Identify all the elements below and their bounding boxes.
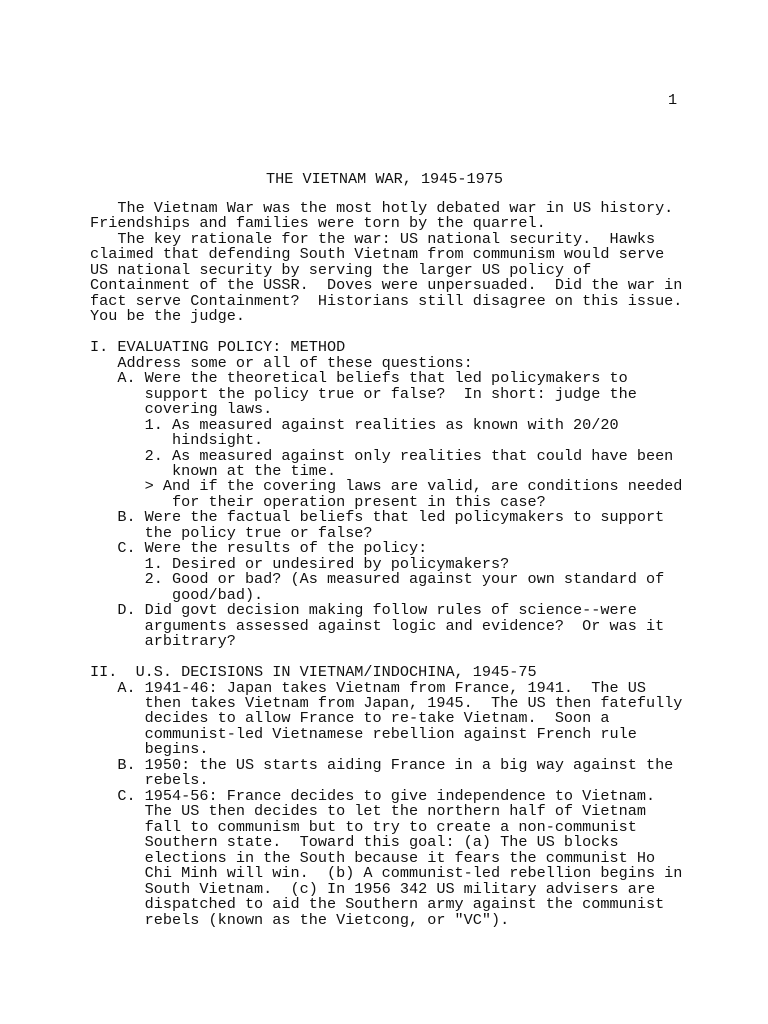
page-number: 1 <box>668 91 678 109</box>
text-line: US national security by serving the larger US policy of <box>90 260 592 279</box>
text-line: The Vietnam War was the most hotly debated war in US history. <box>90 199 674 217</box>
text-line: B. Were the factual beliefs that led policymakers to support <box>90 508 665 527</box>
text-line: > And if the covering laws are valid, are conditions needed <box>90 477 683 496</box>
text-line: for their operation present in this case? <box>90 492 546 511</box>
text-line: D. Did govt decision making follow rules of science--were <box>90 601 637 620</box>
document-body <box>90 201 760 928</box>
text-line: communist-led Vietnamese rebellion against French rule <box>90 724 637 743</box>
text-line: A. Were the theoretical beliefs that led policymakers to <box>90 369 628 388</box>
text-line: B. 1950: the US starts aiding France in a big way against the <box>90 755 674 774</box>
text-line: Friendships and families were torn by the quarrel. <box>90 214 546 233</box>
text-line: decides to allow France to re-take Vietnam. Soon a <box>90 709 610 728</box>
text-line: Address some or all of these questions: <box>90 353 473 372</box>
text-line: 2. Good or bad? (As measured against your own standard of <box>90 570 665 589</box>
text-line: arguments assessed against logic and evidence? Or was it <box>90 616 665 635</box>
document-title: THE VIETNAM WAR, 1945-1975 <box>266 170 503 188</box>
text-line: South Vietnam. (c) In 1956 342 US military advisers are <box>90 879 656 898</box>
text-line: Containment of the USSR. Doves were unpersuaded. Did the war in <box>90 276 683 295</box>
text-line: rebels (known as the Vietcong, or "VC"). <box>90 910 510 929</box>
text-line: the policy true or false? <box>90 523 373 542</box>
text-line: fact serve Containment? Historians still disagree on this issue. <box>90 291 683 310</box>
text-line: 1. As measured against realities as known with 20/20 <box>90 415 619 434</box>
text-line: The US then decides to let the northern half of Vietnam <box>90 802 646 821</box>
text-line: covering laws. <box>90 400 273 419</box>
text-line: rebels. <box>90 771 209 790</box>
text-line: good/bad). <box>90 585 264 604</box>
text-line: begins. <box>90 740 209 759</box>
text-line: Chi Minh will win. (b) A communist-led rebellion begins in <box>90 864 683 883</box>
text-line: fall to communism but to try to create a non-communist <box>90 817 637 836</box>
text-line: elections in the South because it fears the communist Ho <box>90 848 656 867</box>
text-line: I. EVALUATING POLICY: METHOD <box>90 338 346 357</box>
text-line: dispatched to aid the Southern army against the communist <box>90 895 665 914</box>
text-line: then takes Vietnam from Japan, 1945. The US then fatefully <box>90 694 683 712</box>
text-line: support the policy true or false? In short: judge the <box>90 384 637 403</box>
text-line: hindsight. <box>90 431 264 450</box>
text-line: Southern state. Toward this goal: (a) The US blocks <box>90 833 619 852</box>
text-line: known at the time. <box>90 461 337 480</box>
text-line: C. 1954-56: France decides to give independence to Vietnam. <box>90 786 656 805</box>
text-line: claimed that defending South Vietnam from communism would serve <box>90 245 665 264</box>
text-line: You be the judge. <box>90 307 245 326</box>
text-line: arbitrary? <box>90 632 236 651</box>
text-line: II. U.S. DECISIONS IN VIETNAM/INDOCHINA, 1945-75 <box>90 663 537 682</box>
text-line: The key rationale for the war: US national security. Hawks <box>90 229 656 248</box>
text-line: 1. Desired or undesired by policymakers? <box>90 554 510 573</box>
text-line: C. Were the results of the policy: <box>90 539 428 558</box>
text-line: A. 1941-46: Japan takes Vietnam from France, 1941. The US <box>90 678 646 697</box>
text-line: 2. As measured against only realities that could have been <box>90 446 674 465</box>
